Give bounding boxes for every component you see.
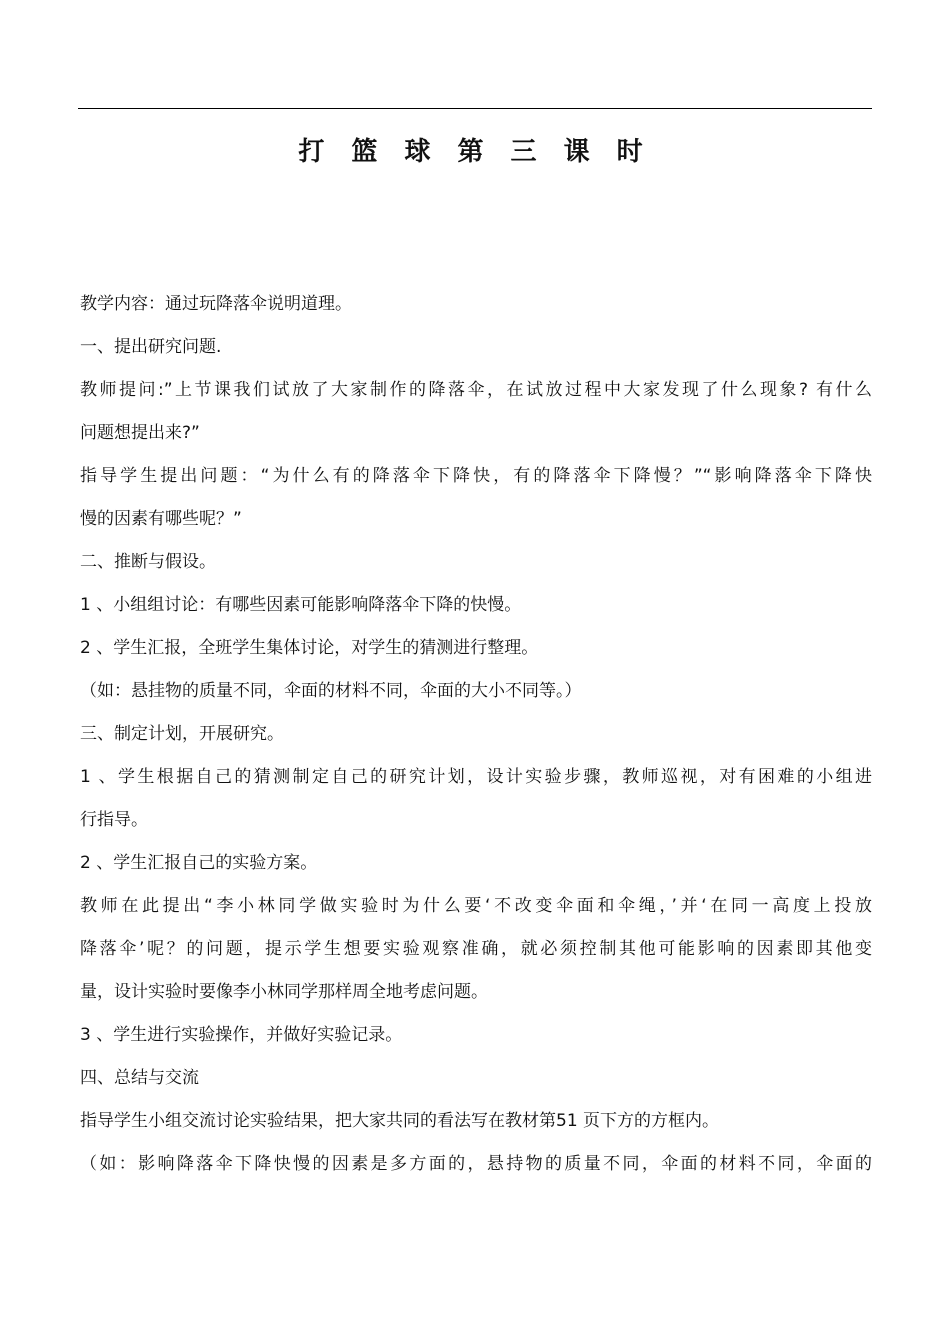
body-line: 教学内容：通过玩降落伞说明道理。 [80, 294, 352, 314]
body-line: 降落伞’呢？的问题，提示学生想要实验观察准确，就必须控制其他可能影响的因素即其他变 [80, 939, 872, 959]
body-line: 问题想提出来?” [80, 423, 200, 443]
header-rule [78, 108, 872, 109]
body-line: 2 、学生汇报，全班学生集体讨论，对学生的猜测进行整理。 [80, 638, 539, 658]
body-line: 1 、小组组讨论：有哪些因素可能影响降落伞下降的快慢。 [80, 595, 522, 615]
body-line: 四、总结与交流 [80, 1068, 199, 1088]
body-line: 二、推断与假设。 [80, 552, 216, 572]
body-line: 量，设计实验时要像李小林同学那样周全地考虑问题。 [80, 982, 488, 1002]
body-line: 2 、学生汇报自己的实验方案。 [80, 853, 318, 873]
document-body [80, 283, 872, 1186]
body-line: 一、提出研究问题. [80, 337, 222, 357]
page-title: 打 篮 球 第 三 课 时 [298, 137, 652, 167]
body-line: 教师在此提出“李小林同学做实验时为什么要‘不改变伞面和伞绳，’并‘在同一高度上投放 [80, 896, 872, 916]
body-line: 指导学生小组交流讨论实验结果，把大家共同的看法写在教材第51 页下方的方框内。 [80, 1111, 720, 1131]
body-line: 慢的因素有哪些呢？” [80, 509, 242, 529]
body-line: 1 、学生根据自己的猜测制定自己的研究计划，设计实验步骤，教师巡视，对有困难的小组进 [80, 767, 872, 787]
body-line: （如：影响降落伞下降快慢的因素是多方面的，悬持物的质量不同，伞面的材料不同，伞面的 [80, 1154, 872, 1174]
body-line: 指导学生提出问题：“为什么有的降落伞下降快，有的降落伞下降慢？”“影响降落伞下降快 [80, 466, 872, 486]
body-line: （如：悬挂物的质量不同，伞面的材料不同，伞面的大小不同等。） [80, 681, 582, 701]
body-line: 3 、学生进行实验操作，并做好实验记录。 [80, 1025, 403, 1045]
body-line: 行指导。 [80, 810, 148, 830]
body-line: 三、制定计划，开展研究。 [80, 724, 284, 744]
body-line: 教师提问:”上节课我们试放了大家制作的降落伞，在试放过程中大家发现了什么现象? 有什么 [80, 380, 872, 400]
